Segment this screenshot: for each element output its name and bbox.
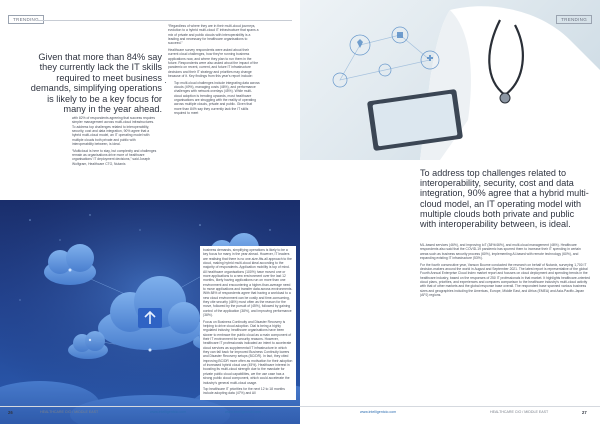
left-col1-para-1: with 82% of respondents agreeing that success requires simpler management across multi-cloud infrastructures. To address top challenges related to interoperability, security, cost and data integration, 90% agree that a hybrid multi-cloud model, an IT operating model with multiple clouds both private and public with interoperability between, is ideal. [72, 116, 156, 147]
page-number-right: 27 [582, 410, 587, 415]
left-col2-bullet-1: • Top multi-cloud challenges include integrating data across clouds (49%), managing costs (46%), and performance challenges with network overlays (45%). While multi-cloud adoption is trending upwards, most healthcare organisations are struggling with the reality of operating across multiple clouds, private and public. Given that more than 84% say they currently lack the IT skills required to meet [174, 81, 260, 116]
left-col3-para-1: business demands, simplifying operations is likely to be a key focus for many in the year ahead. However, IT leaders are realising that there is no one-size-fits-all approach to the cloud, making hybrid multi-cloud ideal according to the majority of respondents. Application mobility is top of mind. All healthcare organisations (100%) have moved one or more applications to a new environment over the last 12 months, likely having applications run on more than one environment and encountering a higher-than-average need to move applications and transfer data across environments. With 88% of respondents agree that having a workload to a new cloud environment can be costly and time-consuming, they cite security (46%) most often as the reason for the move, followed by the pursuit of (45%), followed by gaining control of the application (38%), and improving performance (38%). [203, 248, 293, 318]
left-col-1 [72, 116, 158, 168]
left-col2-bullets [174, 81, 260, 116]
left-col3-para-3: Top healthcare IT priorities for the next 12 to 18 months include adopting data (47%) and AI/ [203, 387, 285, 396]
right-footer [300, 406, 600, 416]
left-footer [0, 406, 300, 416]
upload-folder-icon [138, 308, 162, 328]
right-para-1: ML-based services (46%), and improving IoT (38%/46%), and multi-cloud management (46%). Healthcare respondents also said that the COVID-19 pandemic has spurred them to increase their IT spending in certain areas such as business security process (60%), implementing AI-based with remote technology (60%), and expanding existing IT infrastructure (53%). [420, 243, 581, 261]
top-rule-left [36, 20, 292, 21]
website-link-right[interactable]: www.intelligentcio.com [360, 410, 397, 414]
section-tag-right: TRENDING [556, 15, 592, 24]
doctor-with-tablet-illustration [300, 0, 600, 160]
pullquote-left: Given that more than 84% say they currently lack the IT skills required to meet business demands, simplifying operations is likely to be a key focus for many in the year ahead. [30, 52, 162, 115]
left-col2-para-1: “Regardless of where they are in their multi-cloud journeys, evolution to a hybrid multi-cloud IT infrastructure that spans a mix of private and public clouds with interoperability is a leading and necessary for healthcare organisations to succeed.” [168, 24, 259, 46]
left-col-3 [200, 246, 296, 400]
section-tag-left: TRENDING [8, 15, 44, 24]
left-col1-para-2: “Multicloud is here to stay, but complexity and challenges remain as organisations drive more of healthcare organisations' IT deployment decisions,” said Joseph Wolfgram, Healthcare CTO, Nutanix. [72, 148, 157, 166]
website-link-left-1[interactable]: www.intelligentcio.com [150, 410, 187, 414]
left-col3-para-2: Focus on Business Continuity and Disaster Recovery is helping to drive cloud adoption. Dial is being a highly regulated industry, healthcare organisations have been slower to embrace the public cloud as a main component of their IT environment for security reasons. However, healthcare IT professionals indicated an intent to accelerate cloud services as supplemental IT infrastructure in which they can fall back for improved Business Continuity lowers and Disaster Recovery setups (BC/DR). In fact, they cited improving BC/DR more often as motivation for their adoption of increased hybrid cloud use (45%). Healthcare interest in boosting its multi-cloud strength due to the mandate for private public cloud capabilities, we the use case has a strong public cloud component, which could accelerate the industry's general multi-cloud usage. [203, 319, 293, 385]
doctor-tablet-photo [300, 0, 600, 160]
left-col2-para-2: Healthcare survey respondents were asked about their current cloud challenges, how they're running business applications now, and where they plan to run them in the future. Respondents were also asked about the impact of the pandemic on recent, current, and future IT infrastructure decisions and their IT strategy and priorities may change because of it. Key findings from this year's report include: [168, 47, 259, 78]
right-body-column [420, 243, 590, 300]
magazine-name-right: HEALTHCARE CIO / MIDDLE EAST [490, 410, 549, 414]
pullquote-right: To address top challenges related to interoperability, security, cost and data integration, 90% agree that a hybrid multi-cloud model, an IT operating model with multiple clouds both private and public with interoperability between, is ideal. [420, 168, 589, 230]
page-number-left: 26 [8, 410, 13, 415]
website-link-left-2[interactable]: www.intelligentcio.com [225, 410, 262, 414]
left-col-2 [168, 24, 260, 117]
right-para-2: For the fourth consecutive year, Vanson Bourne conducted the research on behalf of Nutanix, surveying 1,700 IT decision-makers around the world in August and September 2021. The latest report is representative of the global Fourth Annual Enterprise Cloud Index market report and focuses on cloud deployment and spending trends in the healthcare industry, based on the responses of 250 IT professionals in that market. It highlights healthcare-oriented cloud plans, priorities, and experiences and compares comparison to the healthcare industry's multi-cloud activity with that of other markets and the global response base overall. The respondent base spanned various business sizes and geographies including the Americas, Europe, Middle East, and Africa (EMEA) and Asia-Pacific-Japan (APJ) regions. [420, 262, 590, 297]
magazine-name-left: HEALTHCARE CIO / MIDDLE EAST [40, 410, 99, 414]
right-page [300, 0, 600, 424]
